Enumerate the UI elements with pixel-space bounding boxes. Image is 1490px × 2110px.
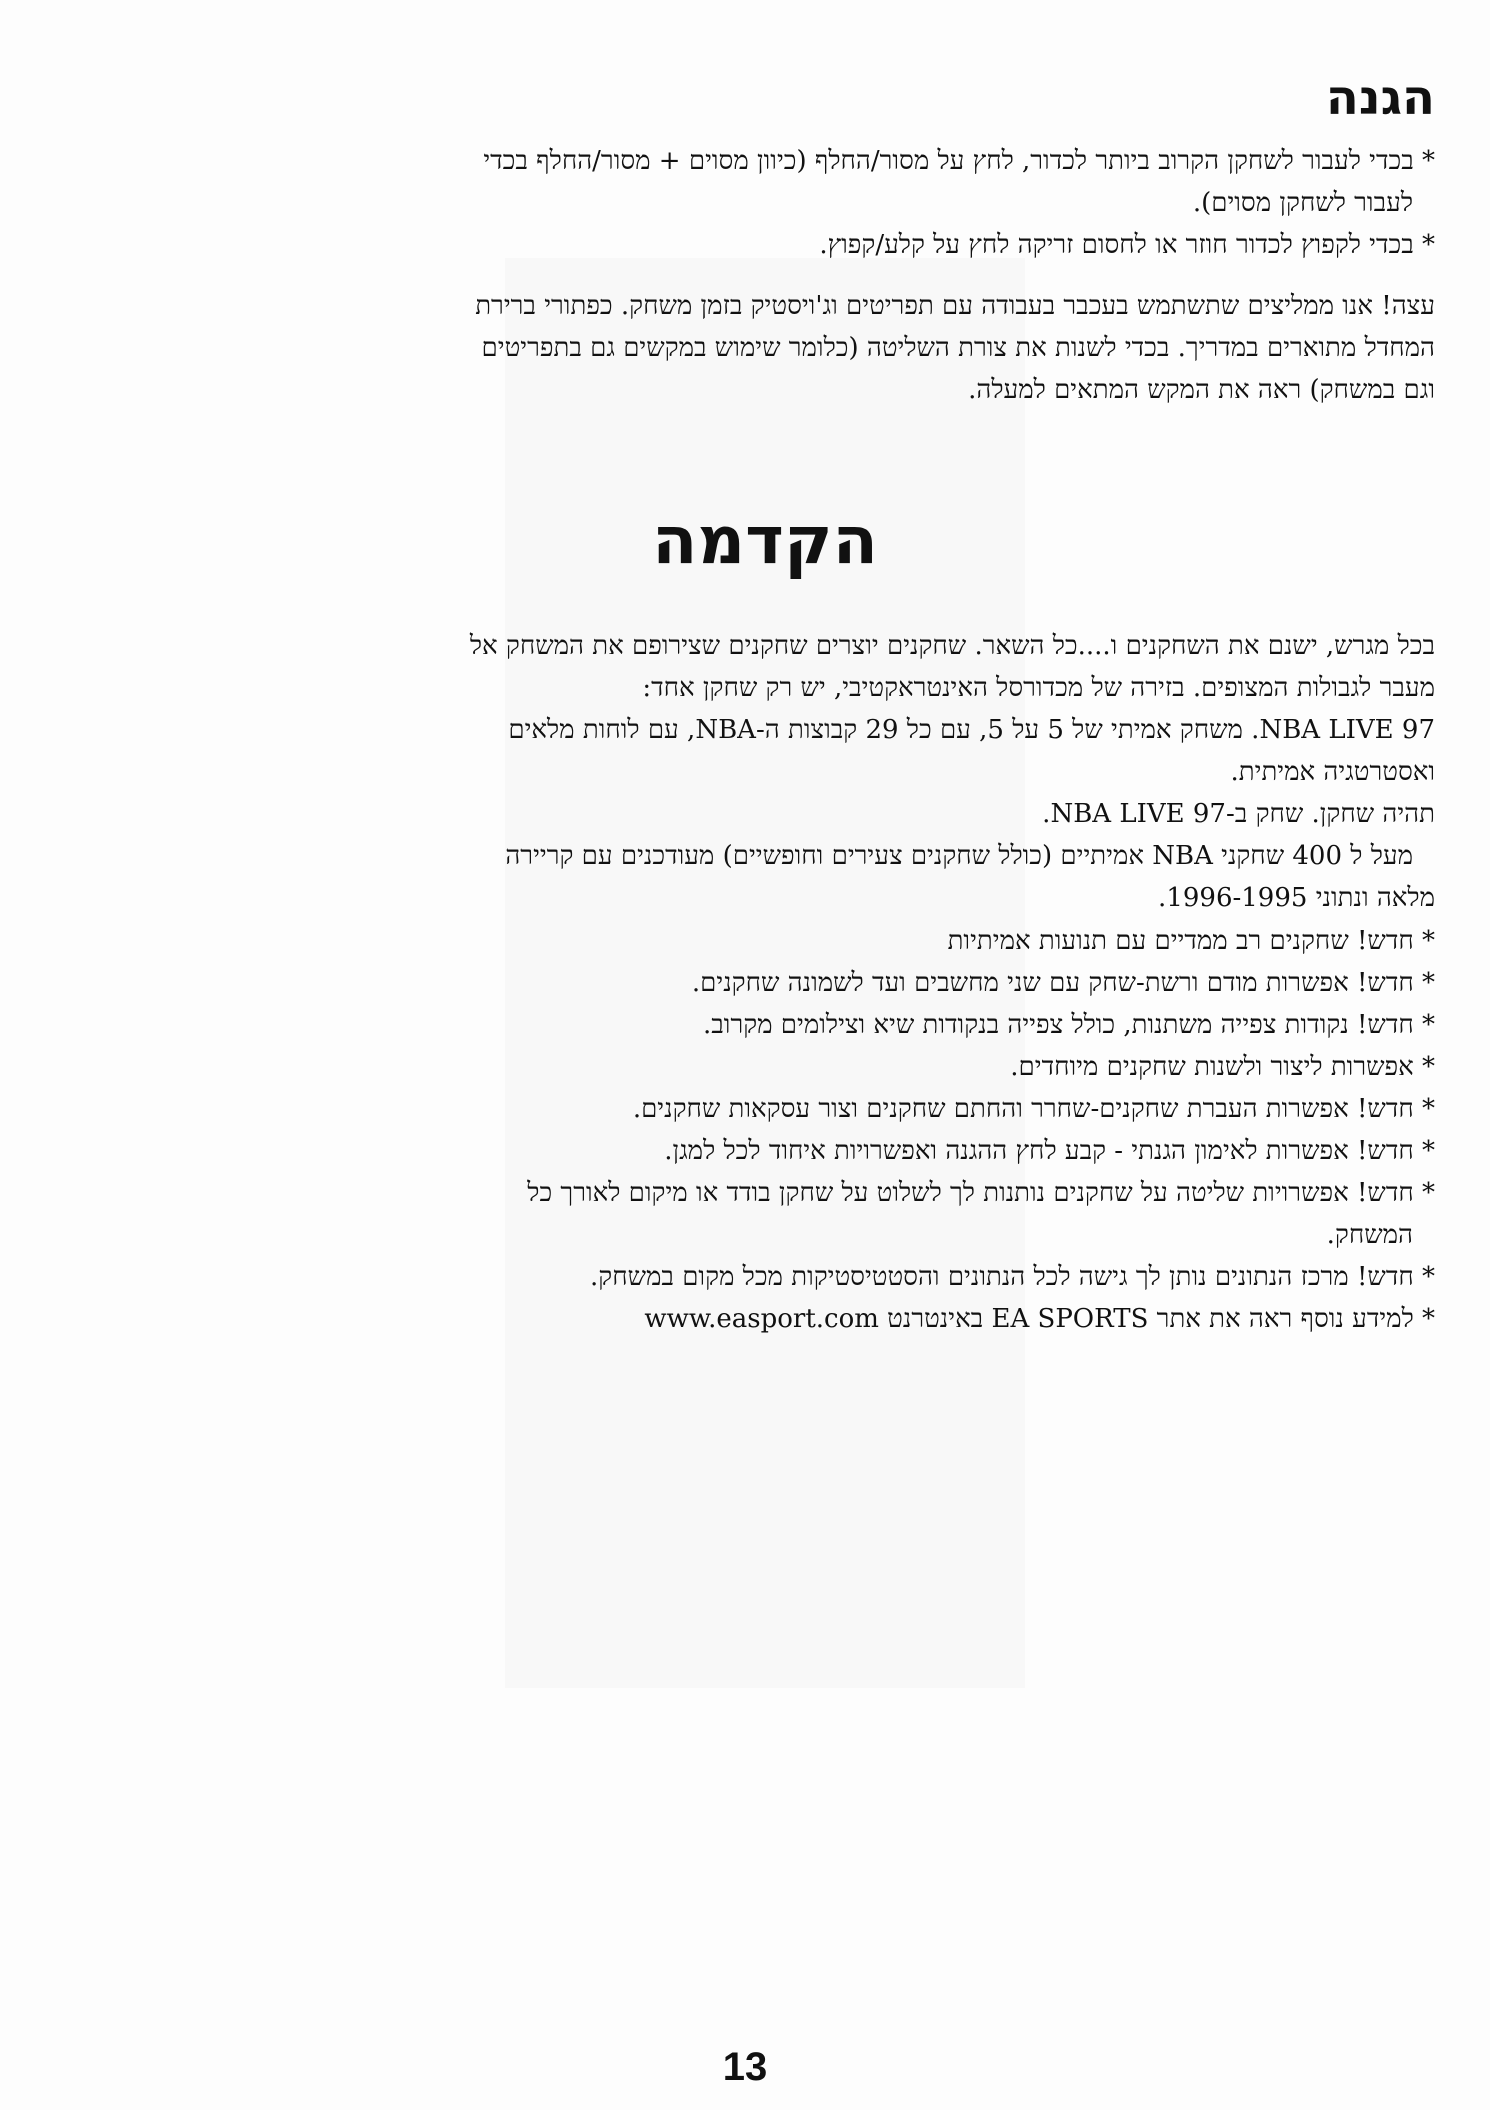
intro-heading: הקדמה [652,502,878,579]
list-item: * חדש! נקודות צפייה משתנות, כולל צפייה בנקודות שיא וצילומים מקרוב. [703,1010,1435,1040]
tip-line: עצה! אנו ממליצים שתשתמש בעכבר בעבודה עם תפריטים וג'ויסטיק בזמן משחק. כפתורי ברירת [475,291,1435,321]
list-item: * חדש! אפשרויות שליטה על שחקנים נותנות לך לשלוט על שחקן בודד או מיקום לאורך כל [527,1178,1435,1208]
intro-paragraph [95,625,1435,919]
intro-line: בכל מגרש, ישנם את השחקנים ו....כל השאר. שחקנים יוצרים שחקנים שצירופם את המשחק אל [469,631,1435,661]
intro-line: תהיה שחקן. שחק ב-NBA LIVE 97. [1042,799,1435,829]
intro-line: NBA LIVE 97. משחק אמיתי של 5 על 5, עם כל 29 קבוצות ה-NBA, עם לוחות מלאים [508,715,1435,745]
list-item-continuation: לעבור לשחקן מסוים). [1192,188,1413,218]
features-list [95,920,1435,1340]
list-item: * חדש! אפשרות העברת שחקנים-שחרר והחתם שחקנים וצור עסקאות שחקנים. [632,1094,1435,1124]
tip-paragraph [95,285,1435,411]
list-item: * אפשרות ליצור ולשנות שחקנים מיוחדים. [1010,1052,1435,1082]
intro-line: מלאה ונתוני 1996-1995. [1158,883,1435,913]
list-item: * חדש! שחקנים רב ממדיים עם תנועות אמיתיות [947,926,1435,956]
list-item: * בכדי לעבור לשחקן הקרוב ביותר לכדור, לחץ על מסור/החלף (כיוון מסוים + מסור/החלף בכדי [483,146,1435,176]
tip-line: וגם במשחק) ראה את המקש המתאים למעלה. [968,375,1435,405]
list-item: * בכדי לקפוץ לכדור חוזר או לחסום זריקה לחץ על קלע/קפוץ. [819,230,1435,260]
intro-line: מעבר לגבולות המצופים. בזירה של מכדורסל האינטראקטיבי, יש רק שחקן אחד: [642,673,1435,703]
page-number: 13 [722,2045,768,2089]
defense-heading: הגנה [1325,70,1435,126]
intro-line: מעל ל 400 שחקני NBA אמיתיים (כולל שחקנים צעירים וחופשיים) מעודכנים עם קריירה [505,841,1413,871]
list-item: * למידע נוסף ראה את אתר EA SPORTS באינטרנט www.easport.com [644,1304,1435,1334]
list-item: * חדש! אפשרות מודם ורשת-שחק עם שני מחשבים ועד לשמונה שחקנים. [691,968,1435,998]
tip-line: המחדל מתוארים במדריך. בכדי לשנות את צורת השליטה (כלומר שימוש במקשים גם בתפריטים [481,333,1435,363]
list-item-continuation: המשחק. [1326,1220,1413,1250]
defense-list [95,140,1435,266]
list-item: * חדש! מרכז הנתונים נותן לך גישה לכל הנתונים והסטטיסטיקות מכל מקום במשחק. [590,1262,1435,1292]
intro-line: ואסטרטגיה אמיתית. [1230,757,1435,787]
list-item: * חדש! אפשרות לאימון הגנתי - קבע לחץ ההגנה ואפשרויות איחוד לכל למגן. [664,1136,1435,1166]
